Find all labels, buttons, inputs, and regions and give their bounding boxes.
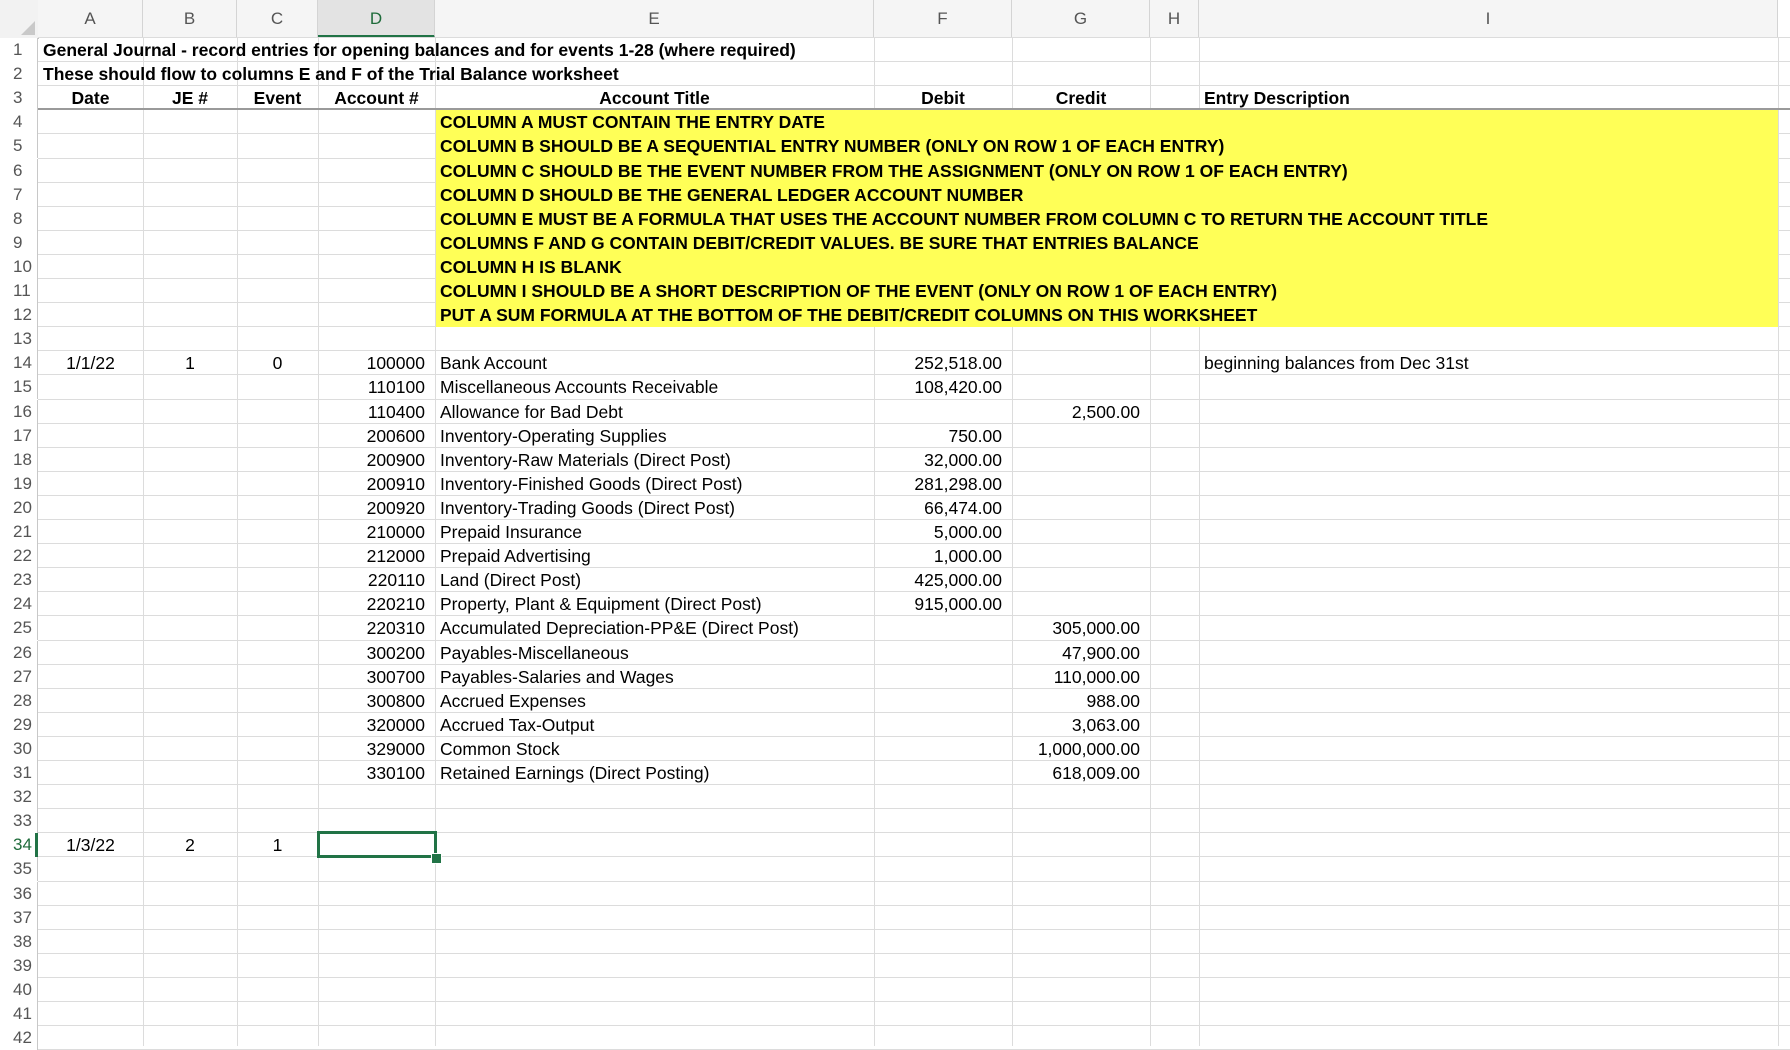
row-gridline <box>38 953 1790 954</box>
account-number-cell[interactable]: 220310 <box>366 618 425 639</box>
row-gridline <box>38 640 1790 641</box>
header-entry-description[interactable]: Entry Description <box>1204 88 1350 109</box>
instruction-line[interactable]: COLUMN B SHOULD BE A SEQUENTIAL ENTRY NUMBER (ONLY ON ROW 1 OF EACH ENTRY) <box>440 136 1225 157</box>
sheet-title-line-2[interactable]: These should flow to columns E and F of the Trial Balance worksheet <box>43 64 619 85</box>
entry2-event-cell[interactable]: 1 <box>272 835 283 856</box>
row-header-4[interactable]: 4 <box>0 110 38 134</box>
row-header-9[interactable]: 9 <box>0 231 38 255</box>
sheet-title-line-1[interactable]: General Journal - record entries for opening balances and for events 1-28 (where required) <box>43 40 796 60</box>
header-event[interactable]: Event <box>253 88 302 109</box>
column-header-h[interactable]: H <box>1150 0 1199 38</box>
row-header-28[interactable]: 28 <box>0 689 38 713</box>
row-header-10[interactable]: 10 <box>0 255 38 279</box>
row-header-20[interactable]: 20 <box>0 496 38 520</box>
row-gridline <box>38 977 1790 978</box>
account-number-cell[interactable]: 329000 <box>366 738 425 759</box>
credit-cell[interactable]: 618,009.00 <box>1052 763 1140 783</box>
account-number-cell[interactable]: 212000 <box>366 546 425 567</box>
row-gridline <box>38 664 1790 665</box>
row-gridline <box>38 808 1790 809</box>
header-account-number[interactable]: Account # <box>334 88 419 109</box>
account-title-cell[interactable]: Common Stock <box>440 738 560 759</box>
row-header-19[interactable]: 19 <box>0 472 38 496</box>
row-header-25[interactable]: 25 <box>0 616 38 640</box>
account-title-cell[interactable]: Accrued Tax-Output <box>440 714 595 735</box>
row-gridline <box>38 712 1790 713</box>
row-gridline <box>38 784 1790 785</box>
row-header-13[interactable]: 13 <box>0 327 38 351</box>
debit-cell[interactable]: 252,518.00 <box>914 353 1002 374</box>
row-gridline <box>38 736 1790 737</box>
row-header-36[interactable]: 36 <box>0 882 38 906</box>
instruction-line[interactable]: COLUMN I SHOULD BE A SHORT DESCRIPTION OF THE EVENT (ONLY ON ROW 1 OF EACH ENTRY) <box>440 281 1278 301</box>
account-number-cell[interactable]: 200920 <box>366 497 425 518</box>
row-header-3[interactable]: 3 <box>0 86 38 110</box>
row-gridline <box>38 881 1790 882</box>
row-header-11[interactable]: 11 <box>0 279 38 303</box>
row-header-41[interactable]: 41 <box>0 1002 38 1026</box>
instruction-line[interactable]: COLUMN A MUST CONTAIN THE ENTRY DATE <box>440 112 825 133</box>
account-title-cell[interactable]: Miscellaneous Accounts Receivable <box>440 377 719 398</box>
row-gridline <box>38 929 1790 930</box>
column-header-f[interactable]: F <box>874 0 1012 38</box>
entry2-date-cell[interactable]: 1/3/22 <box>66 835 115 856</box>
column-header-c[interactable]: C <box>237 0 318 38</box>
row-header-30[interactable]: 30 <box>0 737 38 761</box>
row-header-12[interactable]: 12 <box>0 303 38 327</box>
fill-handle[interactable] <box>431 853 442 864</box>
column-header-d[interactable]: D <box>318 0 435 38</box>
row-header-2[interactable]: 2 <box>0 62 38 86</box>
account-title-cell[interactable]: Inventory-Operating Supplies <box>440 425 667 446</box>
select-all-corner[interactable] <box>0 0 39 39</box>
credit-cell[interactable]: 2,500.00 <box>1071 401 1140 422</box>
row-header-27[interactable]: 27 <box>0 665 38 689</box>
row-header-39[interactable]: 39 <box>0 954 38 978</box>
account-title-cell[interactable]: Allowance for Bad Debt <box>440 401 623 422</box>
row-header-15[interactable]: 15 <box>0 375 38 399</box>
row-header-33[interactable]: 33 <box>0 809 38 833</box>
column-header-b[interactable]: B <box>143 0 237 38</box>
account-number-cell[interactable]: 300800 <box>366 690 425 711</box>
account-title-cell[interactable]: Accumulated Depreciation-PP&E (Direct Post) <box>440 618 799 639</box>
header-account-title[interactable]: Account Title <box>599 88 710 109</box>
credit-cell[interactable]: 305,000.00 <box>1052 618 1140 639</box>
row-header-24[interactable]: 24 <box>0 592 38 616</box>
debit-cell[interactable]: 32,000.00 <box>924 449 1002 470</box>
header-credit[interactable]: Credit <box>1055 88 1107 109</box>
account-title-cell[interactable]: Land (Direct Post) <box>440 570 582 591</box>
credit-cell[interactable]: 47,900.00 <box>1062 642 1140 663</box>
account-number-cell[interactable]: 110100 <box>367 377 425 398</box>
instruction-line[interactable]: COLUMN D SHOULD BE THE GENERAL LEDGER ACCOUNT NUMBER <box>440 184 1024 205</box>
account-number-cell[interactable]: 300700 <box>366 666 425 687</box>
active-cell-selection[interactable] <box>317 831 437 858</box>
account-title-cell[interactable]: Property, Plant & Equipment (Direct Post) <box>440 594 762 615</box>
row-header-42[interactable]: 42 <box>0 1026 38 1050</box>
account-number-cell[interactable]: 220110 <box>367 570 425 591</box>
row-header-31[interactable]: 31 <box>0 761 38 785</box>
row-gridline <box>38 688 1790 689</box>
row-header-34[interactable]: 34 <box>0 833 38 857</box>
row-header-21[interactable]: 21 <box>0 520 38 544</box>
column-gridline <box>237 38 238 1046</box>
row-header-29[interactable]: 29 <box>0 713 38 737</box>
column-gridline <box>143 38 144 1046</box>
row-header-5[interactable]: 5 <box>0 134 38 158</box>
account-title-cell[interactable]: Payables-Salaries and Wages <box>440 666 674 687</box>
account-title-cell[interactable]: Inventory-Finished Goods (Direct Post) <box>440 473 743 494</box>
debit-cell[interactable]: 5,000.00 <box>933 522 1002 542</box>
account-title-cell[interactable]: Inventory-Trading Goods (Direct Post) <box>440 497 736 518</box>
account-title-cell[interactable]: Payables-Miscellaneous <box>440 642 629 663</box>
account-title-cell[interactable]: Prepaid Advertising <box>440 546 591 567</box>
instruction-line[interactable]: COLUMN H IS BLANK <box>440 256 622 277</box>
account-title-cell[interactable]: Inventory-Raw Materials (Direct Post) <box>440 449 731 470</box>
credit-cell[interactable]: 110,000.00 <box>1053 666 1140 687</box>
row-header-7[interactable]: 7 <box>0 183 38 207</box>
row-header-40[interactable]: 40 <box>0 978 38 1002</box>
column-header-a[interactable]: A <box>38 0 143 38</box>
header-je-number[interactable]: JE # <box>172 88 208 109</box>
row-header-38[interactable]: 38 <box>0 930 38 954</box>
account-number-cell[interactable]: 220210 <box>366 594 425 615</box>
row-header-8[interactable]: 8 <box>0 207 38 231</box>
debit-cell[interactable]: 750.00 <box>948 425 1002 446</box>
entry1-event-cell[interactable]: 0 <box>272 353 283 374</box>
row-header-37[interactable]: 37 <box>0 906 38 930</box>
account-number-cell[interactable]: 210000 <box>366 522 425 542</box>
row-header-26[interactable]: 26 <box>0 641 38 665</box>
debit-cell[interactable]: 108,420.00 <box>914 377 1002 398</box>
select-all-triangle-icon <box>21 21 35 35</box>
entry1-je-cell[interactable]: 1 <box>185 353 195 374</box>
account-title-cell[interactable]: Prepaid Insurance <box>440 522 583 542</box>
instruction-line[interactable]: COLUMNS F AND G CONTAIN DEBIT/CREDIT VALUES. BE SURE THAT ENTRIES BALANCE <box>440 232 1199 253</box>
account-number-cell[interactable]: 200600 <box>366 425 425 446</box>
debit-cell[interactable]: 1,000.00 <box>933 546 1002 567</box>
account-number-cell[interactable]: 200910 <box>366 473 425 494</box>
entry2-je-cell[interactable]: 2 <box>185 835 195 856</box>
row-header-6[interactable]: 6 <box>0 159 38 183</box>
column-header-g[interactable]: G <box>1012 0 1150 38</box>
row-gridline <box>38 1025 1790 1026</box>
row-gridline <box>38 1001 1790 1002</box>
entry1-date-cell[interactable]: 1/1/22 <box>66 353 115 374</box>
column-gridline <box>1778 38 1779 1046</box>
account-number-cell[interactable]: 300200 <box>366 642 425 663</box>
credit-cell[interactable]: 988.00 <box>1086 690 1140 711</box>
instruction-line[interactable]: COLUMN E MUST BE A FORMULA THAT USES THE ACCOUNT NUMBER FROM COLUMN C TO RETURN THE ACCOUNT TITLE <box>440 208 1488 229</box>
credit-cell[interactable]: 1,000,000.00 <box>1037 738 1140 759</box>
column-header-e[interactable]: E <box>435 0 874 38</box>
instruction-line[interactable]: PUT A SUM FORMULA AT THE BOTTOM OF THE DEBIT/CREDIT COLUMNS ON THIS WORKSHEET <box>440 305 1258 326</box>
account-number-cell[interactable]: 110400 <box>367 401 425 422</box>
row-header-22[interactable]: 22 <box>0 544 38 568</box>
column-header-i[interactable]: I <box>1199 0 1778 38</box>
row-header-18[interactable]: 18 <box>0 448 38 472</box>
account-number-cell[interactable]: 320000 <box>366 714 425 735</box>
account-title-cell[interactable]: Accrued Expenses <box>440 690 586 711</box>
row-header-32[interactable]: 32 <box>0 785 38 809</box>
row-header-17[interactable]: 17 <box>0 424 38 448</box>
row-header-35[interactable]: 35 <box>0 857 38 881</box>
account-number-cell[interactable]: 200900 <box>366 449 425 470</box>
row-gridline <box>38 905 1790 906</box>
debit-cell[interactable]: 66,474.00 <box>924 497 1002 518</box>
account-title-cell[interactable]: Retained Earnings (Direct Posting) <box>440 763 710 783</box>
debit-cell[interactable]: 915,000.00 <box>914 594 1002 615</box>
entry1-description-cell[interactable]: beginning balances from Dec 31st <box>1204 353 1469 374</box>
row-gridline <box>38 760 1790 761</box>
row-header-23[interactable]: 23 <box>0 568 38 592</box>
debit-cell[interactable]: 281,298.00 <box>914 473 1002 494</box>
header-date[interactable]: Date <box>71 88 110 109</box>
debit-cell[interactable]: 425,000.00 <box>914 570 1002 591</box>
row-header-14[interactable]: 14 <box>0 351 38 375</box>
credit-cell[interactable]: 3,063.00 <box>1071 714 1140 735</box>
header-debit[interactable]: Debit <box>921 88 965 109</box>
row-header-16[interactable]: 16 <box>0 400 38 424</box>
account-number-cell[interactable]: 330100 <box>366 763 425 783</box>
row-header-1[interactable]: 1 <box>0 38 38 62</box>
account-title-cell[interactable]: Bank Account <box>440 353 548 374</box>
instruction-line[interactable]: COLUMN C SHOULD BE THE EVENT NUMBER FROM THE ASSIGNMENT (ONLY ON ROW 1 OF EACH ENTRY) <box>440 160 1348 181</box>
account-number-cell[interactable]: 100000 <box>366 353 425 374</box>
